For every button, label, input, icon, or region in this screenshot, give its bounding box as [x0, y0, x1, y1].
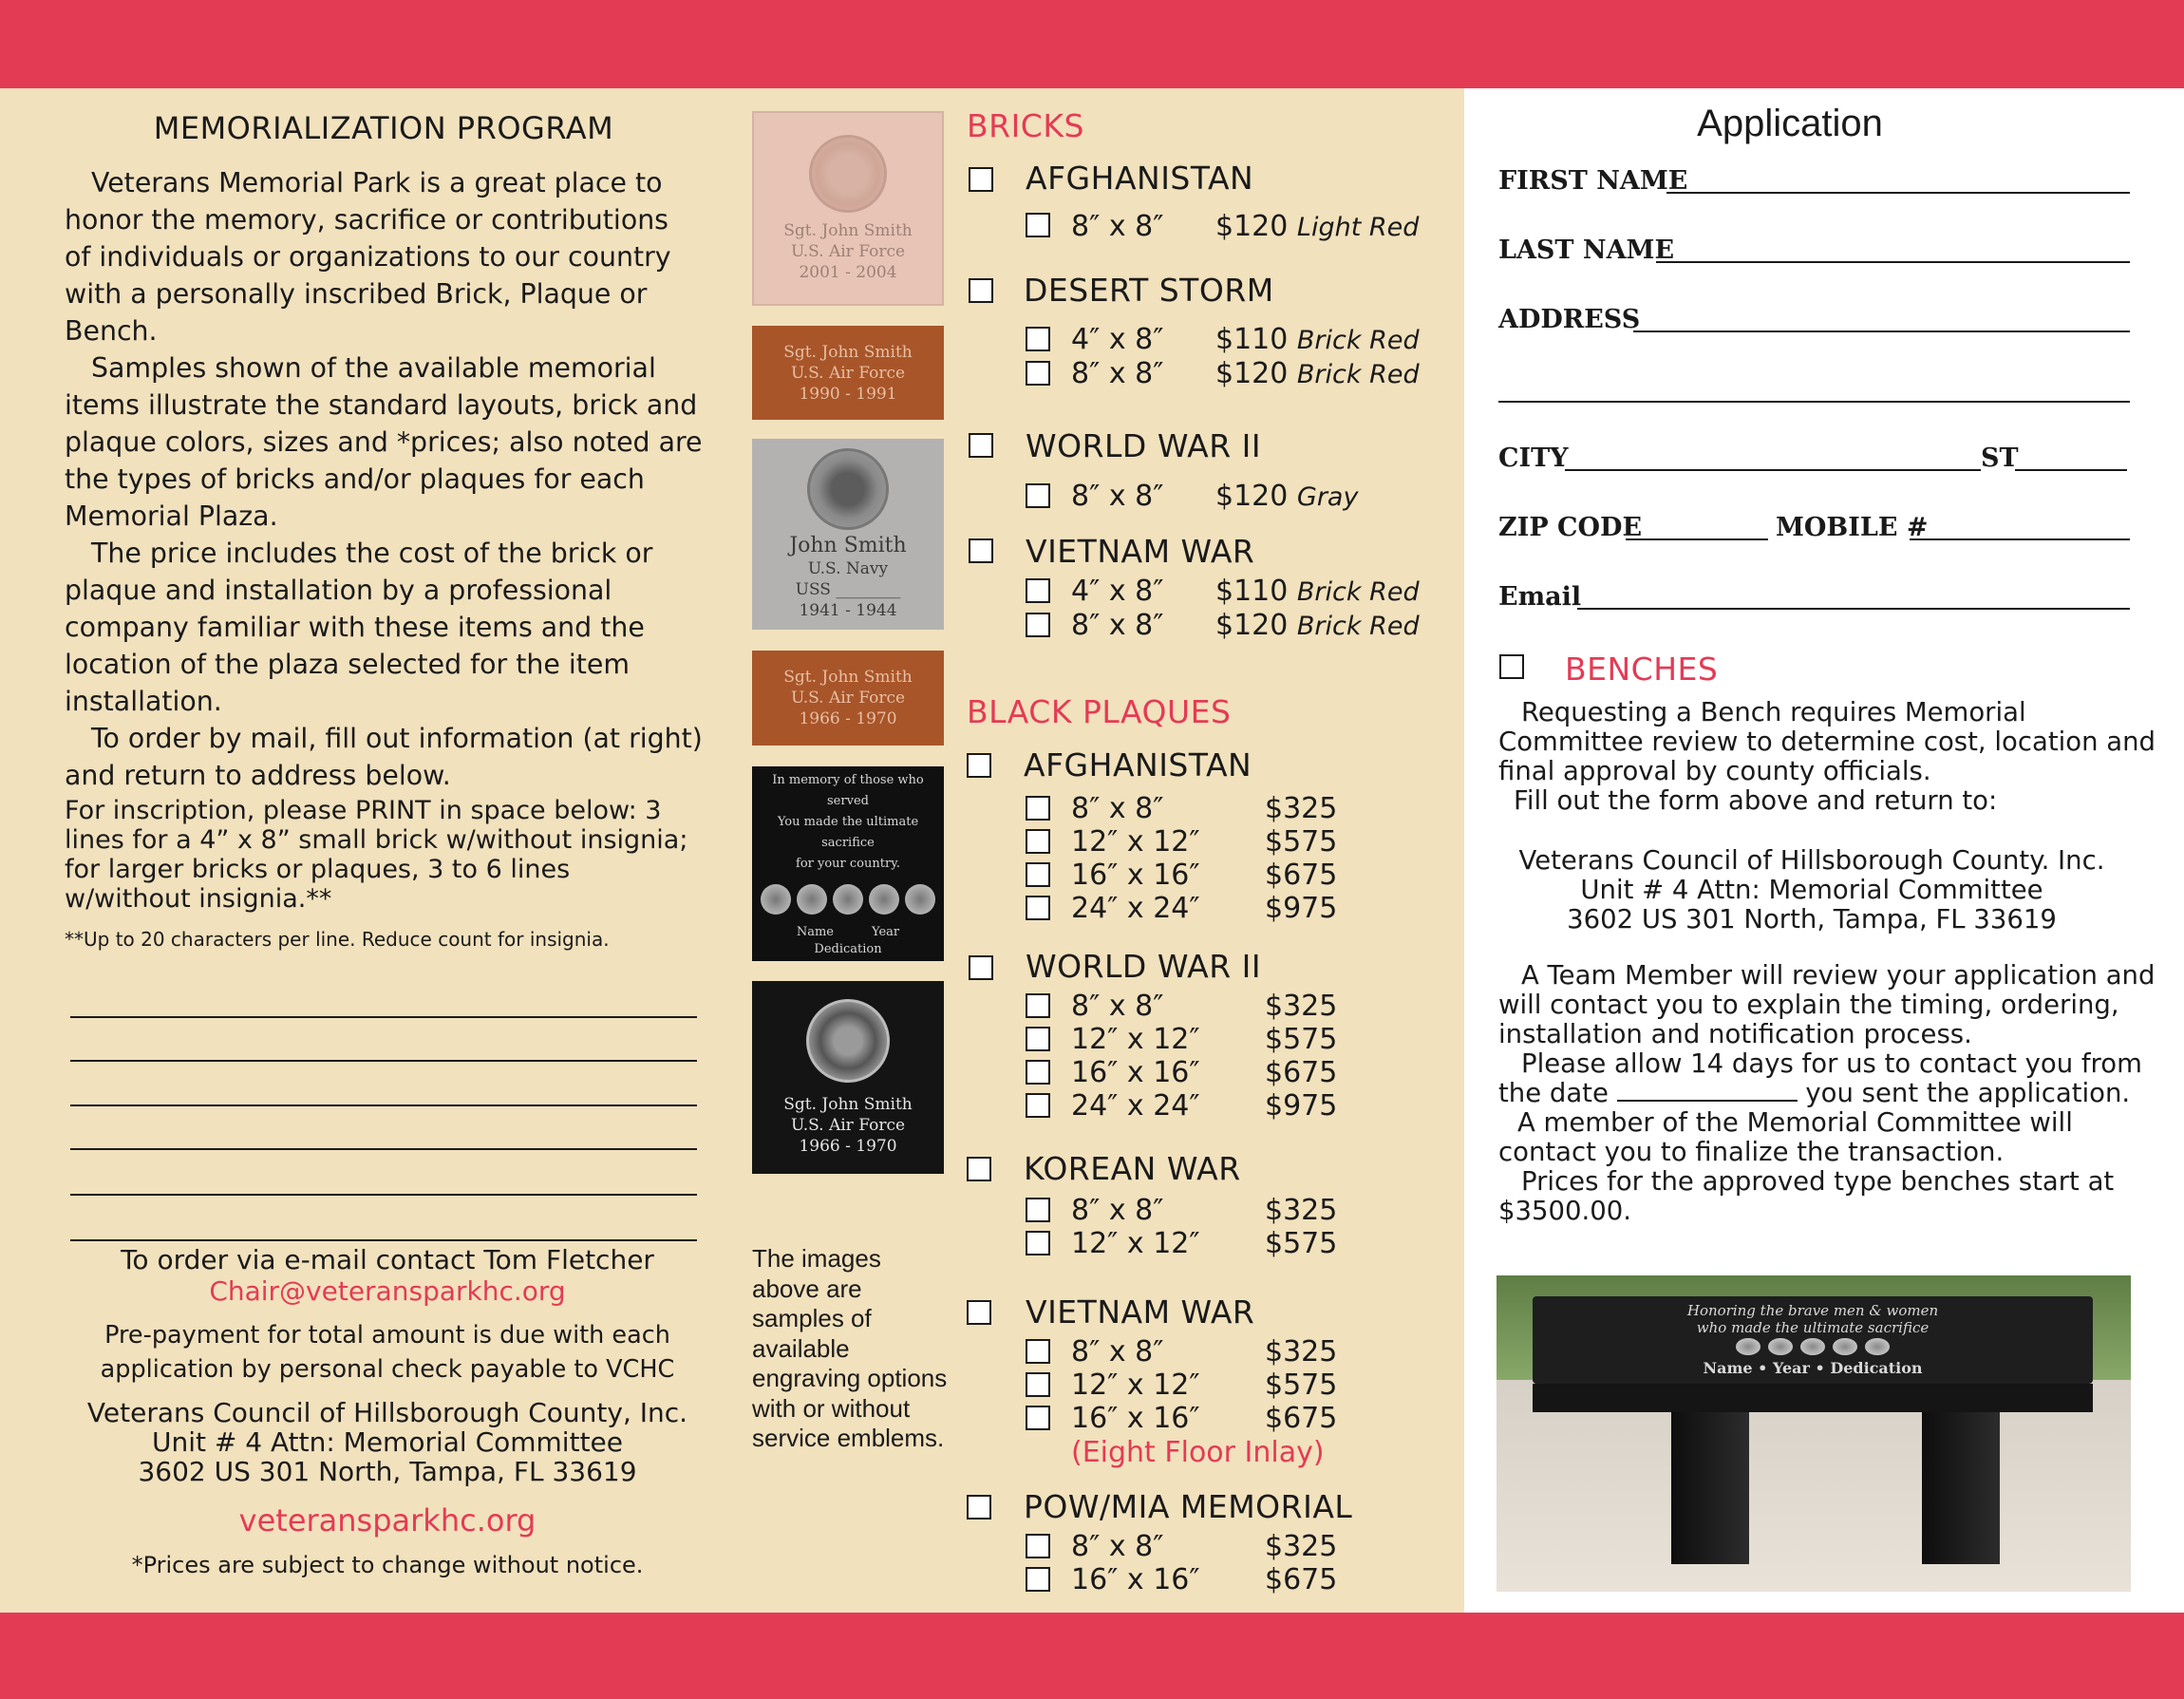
plaques-vietnam-12x12-checkbox[interactable]	[1026, 1372, 1050, 1397]
item-size: 4″ x 8″	[1071, 575, 1164, 608]
benches-address	[1498, 846, 2125, 934]
plaques-afghanistan-title: AFGHANISTAN	[1024, 746, 1252, 783]
inscription-line-6[interactable]	[70, 1239, 697, 1241]
item-price: $325	[1265, 1335, 1338, 1369]
item-price: $325	[1265, 1530, 1338, 1563]
top-band	[0, 0, 2184, 88]
benches-para-1: Requesting a Bench requires Memorial Committee review to determine cost, location and final approval by county officials.	[1498, 697, 2156, 786]
item-price: $575	[1265, 1227, 1338, 1260]
sample-brick-red-small	[752, 326, 944, 420]
address-line-2: Unit # 4 Attn: Memorial Committee	[151, 1426, 623, 1458]
bench-inscription: Year	[1772, 1359, 1810, 1377]
address-field[interactable]	[1633, 330, 2130, 332]
sample-text: U.S. Navy	[807, 558, 889, 578]
bricks-ww2-8x8	[1071, 480, 1359, 513]
bench-leg-right	[1922, 1412, 2000, 1564]
plaques-afghanistan-24x24	[1071, 892, 1338, 925]
air-force-emblem-icon	[806, 999, 890, 1083]
plaques-pow-16x16-checkbox[interactable]	[1026, 1567, 1050, 1592]
inscription-line-4[interactable]	[70, 1148, 697, 1150]
plaques-afghanistan-12x12	[1071, 825, 1338, 859]
item-color: Brick Red	[1296, 577, 1420, 607]
item-price: $325	[1265, 792, 1338, 825]
benches-address-line-3: 3602 US 301 North, Tampa, FL 33619	[1567, 904, 2057, 934]
program-para-3: The price includes the cost of the brick or plaque and installation by a professional company familiar with these items and the location of the plaza selected for the item installation.	[65, 538, 653, 717]
plaques-korean-checkbox[interactable]	[967, 1157, 991, 1181]
program-title: MEMORIALIZATION PROGRAM	[153, 110, 614, 146]
sample-light-red-brick	[752, 111, 944, 306]
city-label: CITY	[1498, 444, 1569, 473]
sample-text: John Smith	[789, 533, 907, 557]
plaques-afghanistan-12x12-checkbox[interactable]	[1026, 829, 1050, 854]
benches-para-2: Fill out the form above and return to:	[1514, 785, 1998, 816]
sample-text: 2001 - 2004	[799, 262, 897, 282]
item-price	[1215, 323, 1420, 356]
item-price: $325	[1265, 990, 1338, 1023]
plaques-ww2-title: WORLD WAR II	[1026, 948, 1262, 985]
item-size: 16″ x 16″	[1071, 1056, 1200, 1089]
price-value: $120	[1215, 609, 1289, 642]
sample-text: Sgt. John Smith	[783, 220, 913, 240]
address-label: ADDRESS	[1498, 305, 1641, 334]
service-emblem-icon	[761, 884, 791, 915]
plaques-pow-title: POW/MIA MEMORIAL	[1024, 1488, 1353, 1525]
service-emblem-icon	[1833, 1338, 1857, 1355]
website-link[interactable]: veteransparkhc.org	[238, 1502, 537, 1539]
bricks-ww2-8x8-checkbox[interactable]	[1026, 483, 1050, 508]
plaques-heading: BLACK PLAQUES	[967, 693, 1232, 730]
item-size: 8″ x 8″	[1071, 1530, 1164, 1563]
item-price: $575	[1265, 825, 1338, 859]
item-price	[1215, 575, 1420, 608]
plaques-ww2-24x24-checkbox[interactable]	[1026, 1093, 1050, 1118]
benches-checkbox[interactable]	[1499, 654, 1524, 679]
item-size: 8″ x 8″	[1071, 990, 1164, 1023]
plaques-ww2-checkbox[interactable]	[969, 955, 993, 980]
email-order-text: To order via e-mail contact Tom Fletcher	[121, 1244, 654, 1275]
item-price: $675	[1265, 859, 1338, 892]
item-price	[1215, 480, 1358, 513]
sample-text: Dedication	[814, 941, 882, 956]
bench-inscription: Honoring the brave men & women	[1686, 1302, 1939, 1319]
inscription-line-5[interactable]	[70, 1194, 697, 1196]
item-color: Brick Red	[1296, 326, 1420, 355]
price-value: $120	[1215, 357, 1289, 390]
contact-date-field[interactable]	[1617, 1081, 1798, 1102]
zip-code-label: ZIP CODE	[1498, 513, 1643, 542]
benches-address-line-2: Unit # 4 Attn: Memorial Committee	[1580, 875, 2043, 905]
item-price	[1215, 357, 1420, 390]
plaques-ww2-12x12	[1071, 1023, 1338, 1056]
samples-caption: The images above are samples of available engraving options with or without service emblems.	[752, 1244, 948, 1452]
email-field[interactable]	[1577, 608, 2130, 610]
plaques-korean-12x12-checkbox[interactable]	[1026, 1231, 1050, 1255]
item-price: $575	[1265, 1369, 1338, 1402]
item-size: 16″ x 16″	[1071, 1402, 1200, 1435]
email-label: Email	[1498, 582, 1582, 612]
address-line-3: 3602 US 301 North, Tampa, FL 33619	[138, 1456, 637, 1487]
item-size: 8″ x 8″	[1071, 792, 1164, 825]
sample-text: In memory of those who served	[772, 772, 924, 808]
bricks-afghanistan-8x8	[1071, 210, 1420, 243]
sample-text: 1990 - 1991	[799, 384, 897, 404]
inscription-instructions: For inscription, please PRINT in space below: 3 lines for a 4” x 8” small brick w/without insignia; for larger bricks or plaques, 3 to 6 lines w/without insignia.**	[65, 796, 688, 914]
plaques-vietnam-title: VIETNAM WAR	[1026, 1293, 1255, 1331]
sample-text: Year	[872, 924, 900, 939]
benches-para-4-end: you sent the application.	[1805, 1078, 2131, 1108]
item-size: 4″ x 8″	[1071, 323, 1164, 356]
item-size: 8″ x 8″	[1071, 1335, 1164, 1369]
bricks-vietnam-title: VIETNAM WAR	[1026, 533, 1255, 570]
item-price: $675	[1265, 1402, 1338, 1435]
application-title: Application	[1697, 103, 1883, 144]
benches-address-line-1: Veterans Council of Hillsborough County. Inc.	[1518, 845, 2105, 876]
program-column	[65, 110, 703, 952]
benches-para-4	[1498, 1049, 2163, 1108]
bricks-ww2-checkbox[interactable]	[969, 433, 993, 458]
program-para-4: To order by mail, fill out information (at right) and return to address below.	[65, 723, 703, 791]
inscription-line-1[interactable]	[70, 1016, 697, 1018]
bricks-vietnam-4x8-checkbox[interactable]	[1026, 578, 1050, 603]
bricks-afghanistan-title: AFGHANISTAN	[1026, 160, 1254, 197]
item-color: Brick Red	[1296, 360, 1420, 389]
plaques-pow-checkbox[interactable]	[967, 1495, 991, 1520]
plaques-afghanistan-16x16	[1071, 859, 1338, 892]
item-size: 12″ x 12″	[1071, 1227, 1200, 1260]
address-field-line-2[interactable]	[1498, 401, 2130, 403]
first-name-label: FIRST NAME	[1498, 166, 1688, 196]
item-price: $575	[1265, 1023, 1338, 1056]
item-price	[1215, 210, 1419, 243]
bench-emblems-row	[1533, 1338, 2093, 1355]
bricks-desert-storm-8x8	[1071, 357, 1420, 390]
bench-inscription: Dedication	[1830, 1359, 1923, 1377]
contact-block	[65, 1244, 710, 1579]
zip-code-field[interactable]	[1626, 538, 1768, 540]
mailing-address	[65, 1398, 710, 1486]
plaques-vietnam-12x12	[1071, 1369, 1338, 1402]
benches-info	[1498, 698, 2163, 1226]
sample-text: 1941 - 1944	[799, 600, 897, 620]
plaques-afghanistan-8x8	[1071, 792, 1338, 825]
service-emblem-icon	[905, 884, 935, 915]
plaques-korean-title: KOREAN WAR	[1024, 1150, 1241, 1187]
item-price: $675	[1265, 1563, 1338, 1596]
inscription-footnote: **Up to 20 characters per line. Reduce count for insignia.	[65, 928, 610, 951]
last-name-label: LAST NAME	[1498, 236, 1675, 265]
price-value: $110	[1215, 323, 1289, 356]
bricks-heading: BRICKS	[967, 107, 1084, 144]
bench-leg-left	[1671, 1412, 1749, 1564]
service-emblems-row	[761, 884, 935, 915]
service-emblem-icon	[833, 884, 863, 915]
item-size: 8″ x 8″	[1071, 609, 1164, 642]
item-price: $675	[1265, 1056, 1338, 1089]
bricks-ww2-title: WORLD WAR II	[1026, 427, 1262, 464]
mobile-label: MOBILE #	[1776, 513, 1929, 542]
bench-seat-edge	[1533, 1384, 2093, 1412]
navy-emblem-icon	[807, 448, 889, 530]
bottom-band	[0, 1613, 2184, 1699]
bench-inscription: Name	[1703, 1359, 1753, 1377]
sample-text: 1966 - 1970	[799, 1136, 897, 1156]
service-emblem-icon	[1768, 1338, 1793, 1355]
item-size: 12″ x 12″	[1071, 825, 1200, 859]
sample-text: Sgt. John Smith	[783, 1094, 913, 1114]
bricks-desert-storm-checkbox[interactable]	[969, 278, 993, 303]
last-name-field[interactable]	[1656, 261, 2130, 263]
item-price: $325	[1265, 1194, 1338, 1227]
item-size: 8″ x 8″	[1071, 357, 1164, 390]
sample-text: You made the ultimate sacrifice	[777, 814, 919, 850]
plaques-vietnam-16x16	[1071, 1402, 1338, 1435]
program-para-1: Veterans Memorial Park is a great place to honor the memory, sacrifice or contributions of individuals or organizations to our country with a personally inscribed Brick, Plaque or Bench.	[65, 167, 671, 347]
bricks-desert-storm-4x8-checkbox[interactable]	[1026, 327, 1050, 351]
service-emblem-icon	[797, 884, 827, 915]
air-force-emblem-icon	[809, 135, 887, 213]
plaques-ww2-24x24	[1071, 1089, 1338, 1123]
bricks-desert-storm-8x8-checkbox[interactable]	[1026, 361, 1050, 386]
bench-photo	[1497, 1275, 2131, 1592]
state-field[interactable]	[2015, 469, 2127, 471]
plaques-afghanistan-16x16-checkbox[interactable]	[1026, 862, 1050, 887]
plaques-pow-8x8-checkbox[interactable]	[1026, 1534, 1050, 1558]
plaques-ww2-8x8	[1071, 990, 1338, 1023]
benches-para-6: Prices for the approved type benches start at $3500.00.	[1498, 1166, 2115, 1226]
sample-gray-brick	[752, 439, 944, 630]
plaques-vietnam-8x8	[1071, 1335, 1338, 1369]
plaques-korean-12x12	[1071, 1227, 1338, 1260]
service-emblem-icon	[869, 884, 899, 915]
plaques-vietnam-16x16-checkbox[interactable]	[1026, 1406, 1050, 1430]
sample-text: Sgt. John Smith	[783, 342, 913, 362]
bricks-desert-storm-4x8	[1071, 323, 1420, 356]
sample-text: Name	[796, 924, 835, 939]
sample-text: U.S. Air Force	[790, 1115, 906, 1135]
service-emblem-icon	[1865, 1338, 1890, 1355]
sample-text: Sgt. John Smith	[783, 668, 913, 687]
address-line-1: Veterans Council of Hillsborough County, Inc.	[86, 1397, 688, 1428]
sample-text: U.S. Air Force	[790, 363, 906, 383]
sample-black-plaque-memorial	[752, 766, 944, 961]
bricks-desert-storm-title: DESERT STORM	[1024, 272, 1274, 309]
plaques-pow-16x16	[1071, 1563, 1338, 1596]
bricks-vietnam-checkbox[interactable]	[969, 538, 993, 563]
item-size: 8″ x 8″	[1071, 210, 1164, 243]
item-size: 8″ x 8″	[1071, 1194, 1164, 1227]
item-price	[1215, 609, 1420, 642]
bricks-vietnam-8x8	[1071, 609, 1420, 642]
benches-para-4-start: Please allow 14 days for us to contact you from the date	[1498, 1048, 2142, 1108]
sample-brick-red-second	[752, 651, 944, 746]
service-emblem-icon	[1800, 1338, 1825, 1355]
item-size: 12″ x 12″	[1071, 1023, 1200, 1056]
inscription-line-2[interactable]	[70, 1060, 697, 1062]
bench-inscription: who made the ultimate sacrifice	[1696, 1319, 1930, 1336]
plaques-ww2-8x8-checkbox[interactable]	[1026, 993, 1050, 1018]
contact-email-link[interactable]: Chair@veteransparkhc.org	[209, 1275, 566, 1307]
plaques-korean-8x8-checkbox[interactable]	[1026, 1198, 1050, 1222]
prepayment-text: Pre-payment for total amount is due with each application by personal check payable to VCHC	[100, 1321, 675, 1384]
price-value: $110	[1215, 575, 1289, 608]
benches-para-5: A member of the Memorial Committee will contact you to finalize the transaction.	[1498, 1107, 2073, 1167]
sample-text: 1966 - 1970	[799, 709, 897, 728]
sample-text: USS ________	[795, 579, 901, 599]
bench-name-row: Name • Year • Dedication	[1703, 1359, 1923, 1377]
price-value: $120	[1215, 480, 1289, 513]
program-para-2: Samples shown of the available memorial items illustrate the standard layouts, brick and plaque colors, sizes and *prices; also noted are the types of bricks and/or plaques for each Memorial Plaza.	[65, 352, 703, 532]
item-color: Brick Red	[1296, 612, 1420, 641]
sample-text: U.S. Air Force	[790, 689, 906, 708]
item-size: 16″ x 16″	[1071, 1563, 1200, 1596]
sample-name-year	[797, 924, 899, 941]
price-disclaimer: *Prices are subject to change without notice.	[131, 1552, 644, 1578]
price-value: $120	[1215, 210, 1289, 243]
item-size: 8″ x 8″	[1071, 480, 1164, 513]
item-color: Gray	[1296, 482, 1359, 512]
item-size: 12″ x 12″	[1071, 1369, 1200, 1402]
item-price: $975	[1265, 1089, 1338, 1123]
floor-inlay-note: (Eight Floor Inlay)	[1071, 1436, 1325, 1469]
benches-heading: BENCHES	[1565, 651, 1719, 688]
bricks-vietnam-4x8	[1071, 575, 1420, 608]
item-size: 24″ x 24″	[1071, 1089, 1200, 1123]
mobile-field[interactable]	[1910, 538, 2130, 540]
bricks-vietnam-8x8-checkbox[interactable]	[1026, 613, 1050, 637]
plaques-korean-8x8	[1071, 1194, 1338, 1227]
first-name-field[interactable]	[1666, 192, 2130, 194]
benches-para-3: A Team Member will review your application and will contact you to explain the timing, ordering, installation and notification process.	[1498, 960, 2156, 1049]
item-size: 24″ x 24″	[1071, 892, 1200, 925]
sample-black-plaque-air-force	[752, 981, 944, 1174]
plaques-afghanistan-checkbox[interactable]	[967, 753, 991, 778]
city-field[interactable]	[1565, 469, 1981, 471]
service-emblem-icon	[1736, 1338, 1760, 1355]
state-label: ST	[1981, 444, 2019, 473]
plaques-pow-8x8	[1071, 1530, 1338, 1563]
bricks-afghanistan-8x8-checkbox[interactable]	[1026, 213, 1050, 237]
plaques-ww2-16x16	[1071, 1056, 1338, 1089]
item-size: 16″ x 16″	[1071, 859, 1200, 892]
inscription-line-3[interactable]	[70, 1104, 697, 1106]
plaques-vietnam-checkbox[interactable]	[967, 1300, 991, 1325]
plaques-ww2-16x16-checkbox[interactable]	[1026, 1060, 1050, 1085]
sample-text: for your country.	[796, 856, 900, 871]
item-color: Light Red	[1296, 213, 1420, 242]
bench-seat	[1533, 1296, 2093, 1384]
bricks-afghanistan-checkbox[interactable]	[969, 167, 993, 192]
plaques-afghanistan-24x24-checkbox[interactable]	[1026, 896, 1050, 920]
plaques-ww2-12x12-checkbox[interactable]	[1026, 1027, 1050, 1051]
sample-text: U.S. Air Force	[790, 241, 906, 261]
plaques-vietnam-8x8-checkbox[interactable]	[1026, 1339, 1050, 1364]
item-price: $975	[1265, 892, 1338, 925]
plaques-afghanistan-8x8-checkbox[interactable]	[1026, 796, 1050, 821]
